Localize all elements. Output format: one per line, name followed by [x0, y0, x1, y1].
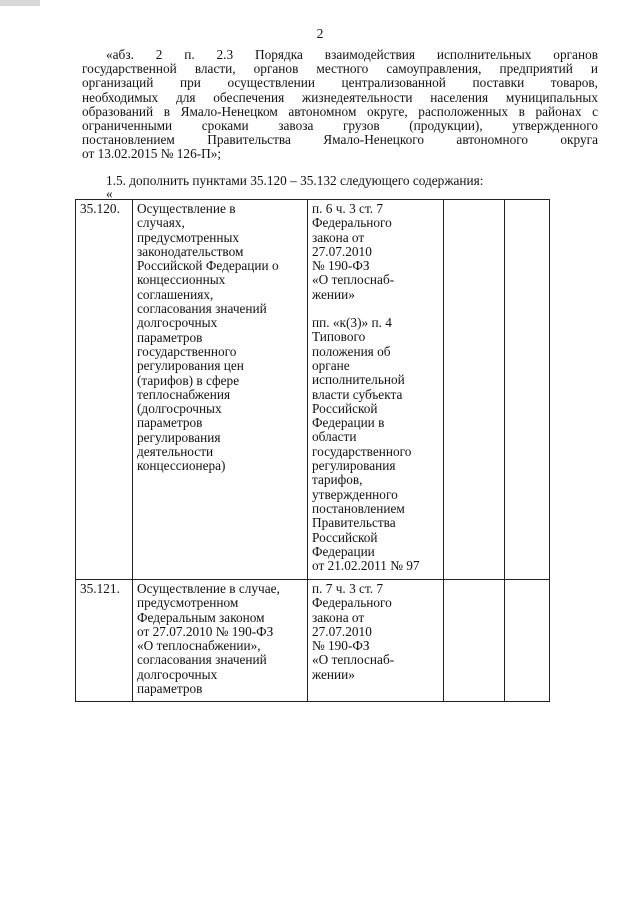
intro-line: государственной власти, органов местного самоуправления, предприятий и [82, 61, 598, 77]
row-description: Осуществление в случае, предусмотренном Федеральным законом от 27.07.2010 № 190-ФЗ «О теплоснабжении», согласования значений долгосрочных параметров [133, 580, 308, 702]
row-number: 35.121. [76, 580, 133, 702]
intro-line: постановлением Правительства Ямало-Ненецкого автономного округа [82, 132, 598, 148]
page-number: 2 [316, 26, 324, 41]
row-legal-basis [308, 580, 444, 702]
row-col4 [444, 200, 505, 580]
row-col4 [444, 580, 505, 702]
opening-quote: « [106, 186, 113, 201]
intro-paragraph [82, 48, 598, 162]
row-col5 [505, 200, 550, 580]
amendments-table [75, 199, 550, 702]
intro-line: ограниченными сроками завоза грузов (продукции), утвержденного [82, 118, 598, 134]
intro-line: образований в Ямало-Ненецком автономном округе, расположенных в районах с [82, 103, 598, 119]
intro-line: «абз. 2 п. 2.3 Порядка взаимодействия исполнительных органов [106, 47, 598, 62]
table-row [76, 200, 550, 580]
row-col5 [505, 580, 550, 702]
table-row [76, 580, 550, 702]
row-description: Осуществление в случаях, предусмотренных законодательством Российской Федерации о концессионных соглашениях, согласования значений долгосрочных параметров государственного регулирования цен (тарифов) в сфере теплоснабжения (долгосрочных параметров регулирования деятельности концессионера) [133, 200, 308, 580]
intro-line: необходимых для обеспечения жизнедеятельности населения муниципальных [82, 89, 598, 105]
row-number: 35.120. [76, 200, 133, 580]
intro-line: организаций при осуществлении централизованной поставки товаров, [82, 75, 598, 91]
item-1-5: 1.5. дополнить пунктами 35.120 – 35.132 следующего содержания: [106, 173, 484, 188]
legal-basis-1: п. 6 ч. 3 ст. 7 Федерального закона от 27.07.2010 № 190-ФЗ «О теплоснаб- жении» [312, 201, 395, 302]
row-legal-basis [308, 200, 444, 580]
scan-corner-mark [0, 0, 40, 6]
legal-basis-1: п. 7 ч. 3 ст. 7 Федерального закона от 27.07.2010 № 190-ФЗ «О теплоснаб- жении» [312, 581, 395, 682]
legal-basis-2: пп. «к(3)» п. 4 Типового положения об органе исполнительной власти субъекта Российской Федерации в области государственного регулирования тарифов, утвержденного постановлением Правительства Российской Федерации от 21.02.2011 № 97 [312, 315, 420, 574]
intro-line: от 13.02.2015 № 126-П»; [82, 146, 222, 162]
